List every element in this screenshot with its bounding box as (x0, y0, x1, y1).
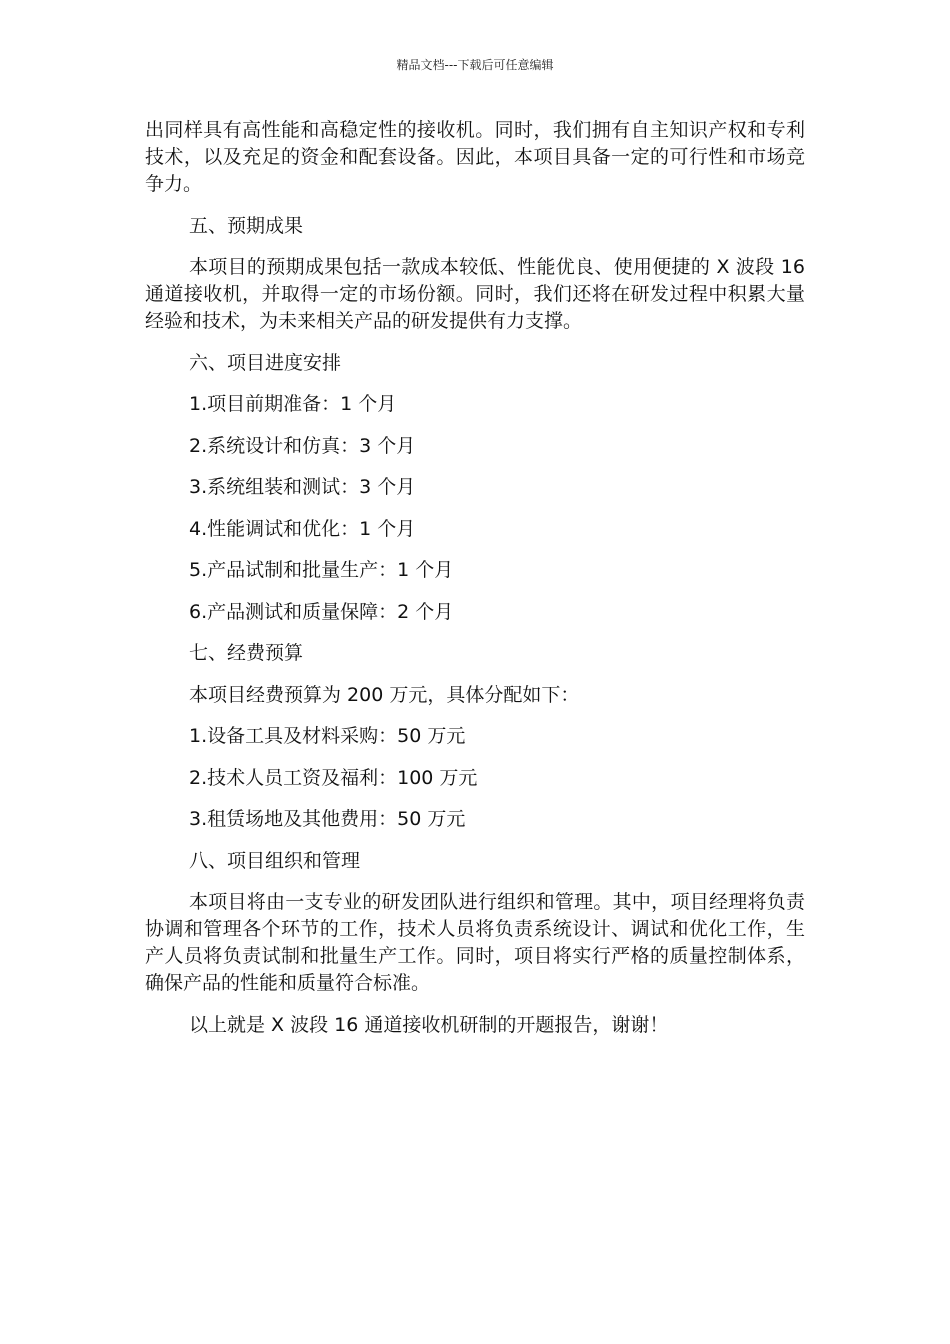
budget-item: 1.设备工具及材料采购：50 万元 (189, 725, 466, 747)
budget-item: 3.租赁场地及其他费用：50 万元 (189, 808, 466, 830)
paragraph-closing: 以上就是 X 波段 16 通道接收机研制的开题报告，谢谢！ (189, 1013, 669, 1036)
section-heading-expected-results: 五、预期成果 (189, 214, 304, 237)
schedule-item: 5.产品试制和批量生产：1 个月 (189, 559, 454, 581)
budget-item: 2.技术人员工资及福利：100 万元 (189, 766, 478, 789)
paragraph-organization: 本项目将由一支专业的研发团队进行组织和管理。其中，项目经理将负责协调和管理各个环节的工作，技术人员将负责系统设计、调试和优化工作，生产人员将负责试制和批量生产工作。同时，项目将实行严格的质量控制体系，确保产品的性能和质量符合标准。 (145, 891, 805, 994)
schedule-item: 2.系统设计和仿真：3 个月 (189, 434, 416, 457)
page-header: 精品文档---下载后可任意编辑 (396, 58, 554, 72)
schedule-item: 1.项目前期准备：1 个月 (189, 393, 397, 415)
paragraph-budget-intro: 本项目经费预算为 200 万元，具体分配如下： (189, 683, 580, 706)
schedule-item: 6.产品测试和质量保障：2 个月 (189, 600, 454, 623)
section-heading-organization: 八、项目组织和管理 (189, 849, 361, 872)
paragraph-feasibility-continued: 出同样具有高性能和高稳定性的接收机。同时，我们拥有自主知识产权和专利技术，以及充足的资金和配套设备。因此，本项目具备一定的可行性和市场竞争力。 (145, 119, 805, 195)
schedule-item: 4.性能调试和优化：1 个月 (189, 517, 416, 540)
document-body (145, 117, 805, 1039)
section-heading-budget: 七、经费预算 (189, 642, 304, 664)
section-heading-schedule: 六、项目进度安排 (189, 351, 342, 374)
schedule-item: 3.系统组装和测试：3 个月 (189, 476, 416, 498)
paragraph-expected-results: 本项目的预期成果包括一款成本较低、性能优良、使用便捷的 X 波段 16 通道接收机，并取得一定的市场份额。同时，我们还将在研发过程中积累大量经验和技术，为未来相关产品的研发提供有力支撑。 (145, 256, 805, 332)
